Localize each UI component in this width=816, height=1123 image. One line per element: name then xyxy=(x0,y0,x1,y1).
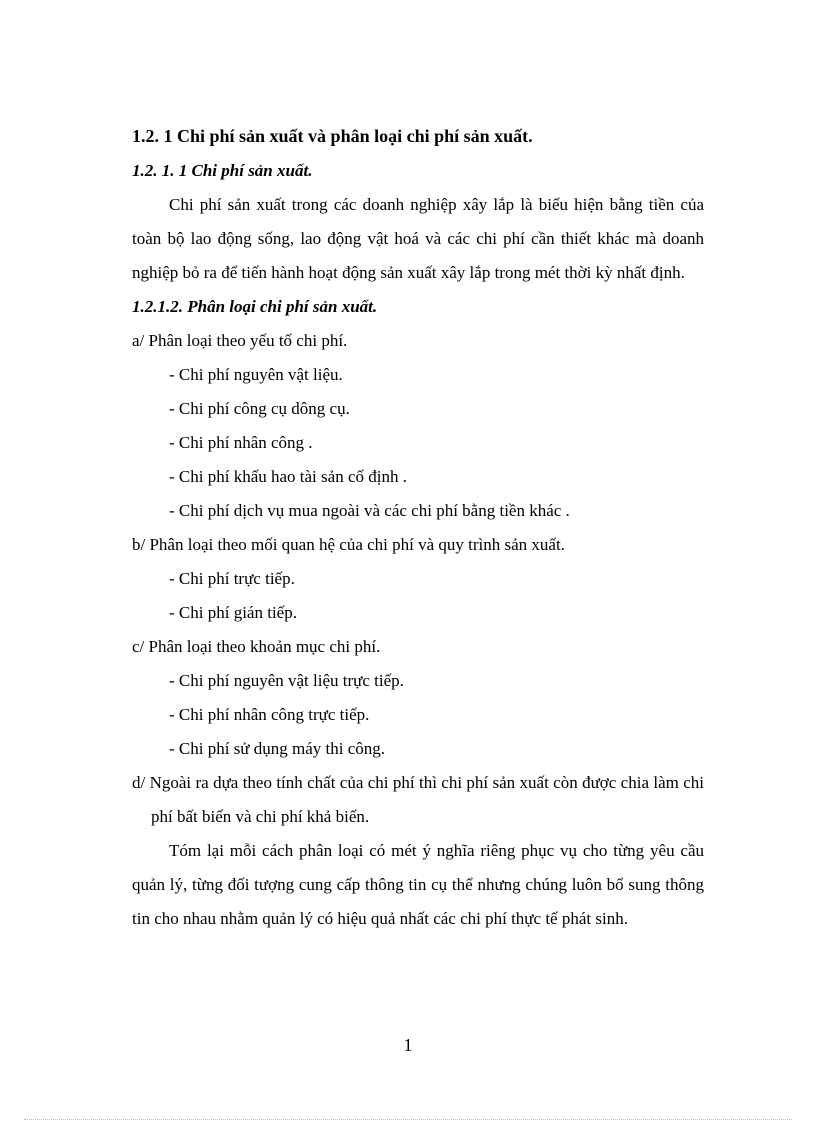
page-content xyxy=(132,118,704,936)
paragraph-summary: Tóm lại mỗi cách phân loại có mét ý nghĩa riêng phục vụ cho từng yêu cầu quản lý, từng đối tượng cung cấp thông tin cụ thể nhưng chúng luôn bổ sung thông tin cho nhau nhằm quản lý có hiệu quả nhất các chi phí thực tế phát sinh. xyxy=(132,841,704,928)
subsection-heading-1: 1.2. 1. 1 Chi phí sản xuất. xyxy=(132,161,313,180)
list-item: - Chi phí gián tiếp. xyxy=(169,603,297,622)
list-item: - Chi phí khấu hao tài sản cố định . xyxy=(169,467,407,486)
group-a-title: a/ Phân loại theo yếu tố chi phí. xyxy=(132,331,348,350)
page-bottom-divider xyxy=(24,1119,792,1120)
list-item: - Chi phí nhân công trực tiếp. xyxy=(169,705,370,724)
group-c-title: c/ Phân loại theo khoản mục chi phí. xyxy=(132,637,381,656)
list-item: - Chi phí dịch vụ mua ngoài và các chi phí bằng tiền khác . xyxy=(169,501,570,520)
group-d-text: d/ Ngoài ra dựa theo tính chất của chi phí thì chi phí sản xuất còn được chia làm chi phí bất biến và chi phí khả biến. xyxy=(132,773,704,826)
page-number: 1 xyxy=(403,1035,413,1055)
list-item: - Chi phí nguyên vật liệu. xyxy=(169,365,343,384)
list-item: - Chi phí công cụ dông cụ. xyxy=(169,399,350,418)
list-item: - Chi phí nhân công . xyxy=(169,433,313,452)
paragraph-definition: Chi phí sản xuất trong các doanh nghiệp xây lắp là biểu hiện bằng tiền của toàn bộ lao động sống, lao động vật hoá và các chi phí cần thiết khác mà doanh nghiệp bỏ ra để tiến hành hoạt động sản xuất xây lắp trong mét thời kỳ nhất định. xyxy=(132,195,704,282)
section-heading: 1.2. 1 Chi phí sản xuất và phân loại chi phí sản xuất. xyxy=(132,126,533,146)
group-b-title: b/ Phân loại theo mối quan hệ của chi phí và quy trình sản xuất. xyxy=(132,535,565,554)
list-item: - Chi phí sử dụng máy thi công. xyxy=(169,739,386,758)
subsection-heading-2: 1.2.1.2. Phân loại chi phí sản xuất. xyxy=(132,297,378,316)
list-item: - Chi phí nguyên vật liệu trực tiếp. xyxy=(169,671,404,690)
list-item: - Chi phí trực tiếp. xyxy=(169,569,295,588)
